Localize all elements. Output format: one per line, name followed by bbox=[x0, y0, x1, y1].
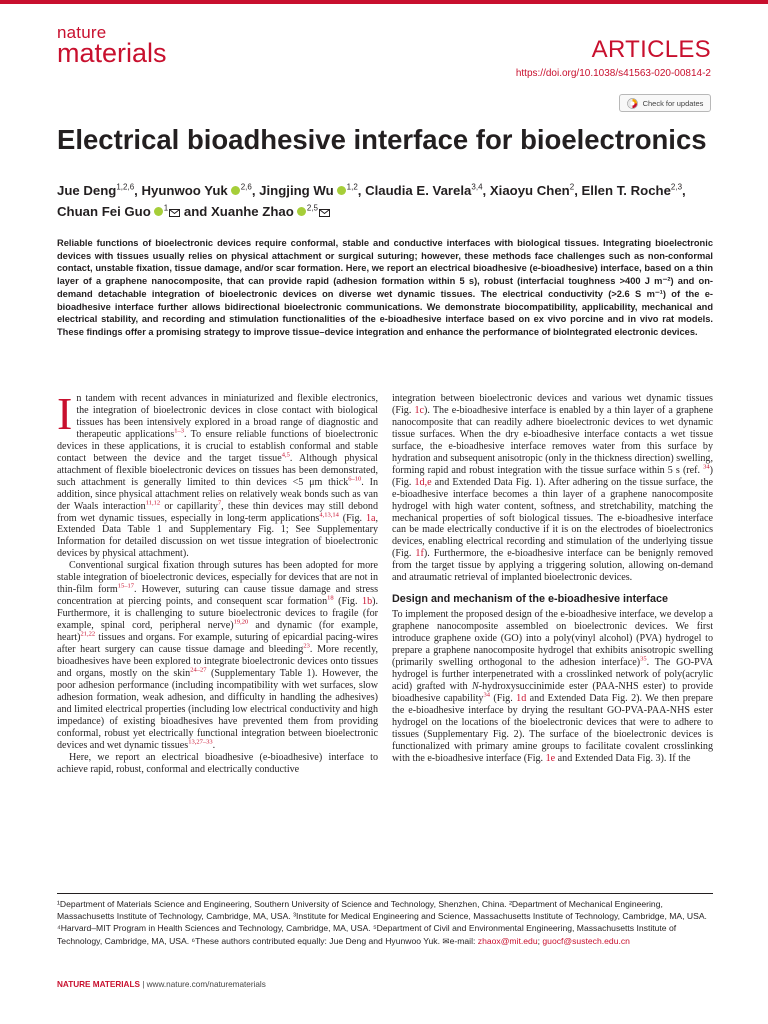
orcid-icon[interactable] bbox=[337, 186, 346, 195]
email-link[interactable]: guocf@sustech.edu.cn bbox=[542, 935, 630, 946]
doi-link[interactable]: https://doi.org/10.1038/s41563-020-00814-2 bbox=[515, 68, 711, 79]
mail-icon[interactable] bbox=[169, 209, 180, 217]
author-name: Ellen T. Roche bbox=[581, 183, 671, 198]
author[interactable] bbox=[211, 204, 330, 219]
author-affiliation-sup: 1 bbox=[163, 203, 169, 213]
author-name: Xuanhe Zhao bbox=[211, 204, 294, 220]
doi[interactable] bbox=[516, 68, 711, 79]
email-link[interactable]: zhaox@mit.edu bbox=[477, 935, 538, 946]
abstract: Reliable functions of bioelectronic devices require conformal, stable and conductive interfaces with biological tissues. Integrating bioelectronic devices with tissues usually relies on physical attachment or surgical suturing; however, these methods face challenges such as non-conformal contact, unstable fixation, tissue damage, and/or scar formation. Here, we report an electrical bioadhesive (e-bioadhesive) interface, based on a thin layer of a graphene nanocomposite, that can provide rapid (adhesion formation within 5 s), robust (interfacial toughness >400 J m⁻²) and on-demand detachable integration of bioelectronic devices on diverse wet dynamic tissues. The electrical conductivity (>2.6 S m⁻¹) of the e-bioadhesive interface further allows bidirectional bioelectronic communications. We demonstrate biocompatibility, applicability, mechanical and electrical stability, and recording and stimulation functionalities of the e-bioadhesive interface based on ex vivo porcine and in vivo rat models. These findings offer a promising strategy to improve tissue–device integration and enhance the performance of bioIntegrated electronic devices. bbox=[57, 238, 713, 337]
journal-logo-line1: nature bbox=[57, 23, 107, 42]
body-column-left bbox=[57, 388, 378, 776]
body-paragraph: To implement the proposed design of the e-bioadhesive interface, we develop a graphene nanocomposite assembled on bioelectronic devices. We first introduce graphene oxide (GO) into a poly(vinyl alcohol) (PVA) hydrogel to prepare a graphene nanocomposite hydrogel that exhibits anisotropic swelling (primarily swelling orthogonal to the adhesion interface)$^{35}$. The GO-PVA hydrogel is further interpenetrated with a crosslinked network of poly(acrylic acid) grafted with N-hydroxysuccinimide ester (PAA-NHS ester) to provide bioadhesive capability$^{34}$ (Fig. 1d and Extended Data Fig. 2). We then prepare the e-bioadhesive interface by drying the resultant GO-PVA-PAA-NHS ester hydrogel on the locations of the bioelectronic devices that were to adhere to tissues (Supplementary Fig. 2). The surface of the bioelectronic devices is functionalized with primary amine groups to facilitate covalent crosslinking with the e-bioadhesive interface (Fig. 1e and Extended Data Fig. 3). If the bbox=[392, 609, 713, 764]
check-updates-button[interactable] bbox=[619, 94, 711, 112]
author-separator: , bbox=[134, 183, 142, 198]
orcid-icon[interactable] bbox=[154, 207, 163, 216]
author-name: Chuan Fei Guo bbox=[57, 204, 151, 220]
author[interactable] bbox=[57, 204, 180, 219]
footer-journal: NATURE MATERIALS bbox=[57, 980, 140, 989]
journal-logo-line2: materials bbox=[57, 38, 167, 68]
footer: NATURE MATERIALS | www.nature.com/naturematerials bbox=[57, 980, 266, 989]
author-separator: , bbox=[482, 183, 490, 198]
affiliations-text: ¹Department of Materials Science and Engineering, Southern University of Science and Technology, Shenzhen, China. ²Department of Mechanical Engineering, Massachusetts Institute of Technology, Cambridge, MA, USA. ³Institute for Medical Engineering and Science, Massachusetts Institute of Technology, Cambridge, MA, USA. ⁴Harvard–MIT Program in Health Sciences and Technology, Cambridge, MA, USA. ⁵Department of Civil and Environmental Engineering, Massachusetts Institute of Technology, Cambridge, MA, USA. ⁶These authors contributed equally: Jue Deng and Hyunwoo Yuk. ✉e-mail: bbox=[57, 899, 707, 946]
author-separator: and bbox=[180, 204, 212, 220]
author[interactable] bbox=[582, 183, 683, 198]
author-list bbox=[57, 180, 717, 222]
author-separator: , bbox=[682, 183, 686, 198]
check-updates-icon bbox=[627, 98, 638, 109]
author-affiliation-sup: 2,5 bbox=[306, 203, 318, 213]
section-heading: Design and mechanism of the e-bioadhesive interface bbox=[392, 593, 668, 606]
author-affiliation-sup: 2 bbox=[569, 182, 575, 192]
author[interactable] bbox=[490, 183, 574, 198]
author-name: Claudia E. Varela bbox=[365, 183, 472, 198]
author-affiliation-sup: 1,2 bbox=[346, 182, 358, 192]
body-column-right bbox=[392, 393, 713, 765]
author-separator: , bbox=[251, 183, 260, 198]
body-paragraph: Conventional surgical fixation through sutures has been adopted for more stable integration of bioelectronic devices, especially for devices that are not in thin-film form$^{15-17}$. However, suturing can cause tissue damage and stress concentration at piercing points, and consequent scar formation$^{18}$ (Fig. 1b). Furthermore, it is challenging to suture bioelectronic devices to fragile (for example, spinal cord, peripheral nerve)$^{19,20}$ and dynamic (for example, heart)$^{21,22}$ tissues and organs. For example, suturing of epicardial pacing-wires after heart surgery can cause tissue damage and bleeding$^{23}$. More recently, bioadhesives have been explored to integrate bioelectronic devices onto tissues and organs, mostly on the skin$^{24-27}$ (Supplementary Table 1). However, the poor adhesion performance (including incompatibility with wet surfaces, slow adhesion formation, weak adhesion, and difficulty in handling the adhesives) and limited electrical properties (including low electrical conductivity and high impedance) of existing bioadhesives have prevented them from providing conformal, robust yet electrically functional integration between bioelectronic devices and wet dynamic tissues$^{13,27-33}$. bbox=[57, 560, 378, 751]
orcid-icon[interactable] bbox=[297, 207, 306, 216]
author-affiliation-sup: 2,6 bbox=[240, 182, 252, 192]
author-affiliation-sup: 3,4 bbox=[471, 182, 483, 192]
section-label: ARTICLES bbox=[591, 36, 711, 63]
author[interactable] bbox=[141, 183, 251, 198]
author-separator: , bbox=[574, 183, 582, 198]
author-separator: , bbox=[357, 183, 366, 198]
author-name: Jue Deng bbox=[57, 183, 117, 198]
author[interactable] bbox=[259, 183, 358, 198]
affiliations: ¹Department of Materials Science and Engineering, Southern University of Science and Technology, Shenzhen, China. ²Department of Mechanical Engineering, Massachusetts Institute of Technology, Cambridge, MA, USA. ³Institute for Medical Engineering and Science, Massachusetts Institute of Technology, Cambridge, MA, USA. ⁴Harvard–MIT Program in Health Sciences and Technology, Cambridge, MA, USA. ⁵Department of Civil and Environmental Engineering, Massachusetts Institute of Technology, Cambridge, MA, USA. ⁶These authors contributed equally: Jue Deng and Hyunwoo Yuk. ✉e-mail: zhaox@mit.edu; guocf@sustech.edu.cn bbox=[57, 899, 707, 946]
article-title: Electrical bioadhesive interface for bioelectronics bbox=[57, 124, 707, 155]
body-paragraph: In tandem with recent advances in miniaturized and flexible electronics, the integration of bioelectronic devices in close contact with biological tissues has been intensively explored in a broad range of diagnostic and therapeutic applications$^{1-3}$. To ensure reliable functions of bioelectronic devices in these applications, it is crucial to establish conformal and stable contact between the device and the target tissue$^{4,5}$. Although physical attachment of flexible bioelectronic devices on tissues has been demonstrated, such attachment is generally limited to thin devices <5 μm thick$^{6-10}$. In addition, since physical attachment relies on relatively weak bonds such as van der Waals interaction$^{11,12}$ or capillarity$^7$, these thin devices may still debond from wet dynamic tissues, especially in long-term applications$^{4,13,14}$ (Fig. 1a, Extended Data Table 1 and Supplementary Fig. 1; See Supplementary Information for detailed discussion on wet tissue integration of bioelectronic devices by physical attachment). bbox=[57, 388, 378, 560]
author-name: Xiaoyu Chen bbox=[489, 183, 570, 198]
top-rule bbox=[0, 0, 768, 4]
author-name: Hyunwoo Yuk bbox=[141, 183, 228, 198]
dropcap: I bbox=[57, 388, 73, 439]
body-paragraph: Here, we report an electrical bioadhesive (e-bioadhesive) interface to achieve rapid, robust, conformal and electrically conductive bbox=[57, 751, 378, 775]
author-affiliation-sup: 1,2,6 bbox=[116, 182, 135, 192]
affiliations-rule bbox=[57, 893, 713, 894]
orcid-icon[interactable] bbox=[231, 186, 240, 195]
author-name: Jingjing Wu bbox=[259, 183, 334, 198]
author-affiliation-sup: 2,3 bbox=[670, 182, 683, 192]
check-updates-label: Check for updates bbox=[642, 98, 704, 108]
mail-icon[interactable] bbox=[319, 209, 330, 217]
footer-url[interactable]: www.nature.com/naturematerials bbox=[146, 980, 266, 989]
author[interactable] bbox=[57, 183, 134, 198]
author[interactable] bbox=[365, 183, 482, 198]
journal-logo[interactable] bbox=[57, 24, 167, 67]
body-paragraph: integration between bioelectronic devices and various wet dynamic tissues (Fig. 1c). The e-bioadhesive interface is enabled by a thin layer of a graphene nanocomposite that can readily adhere bioelectronic devices to wet dynamic tissue surfaces. When the dry e-bioadhesive interface contacts a wet tissue surface, the e-bioadhesive interface removes water from this surface by hydration and subsequent anisotropic (only in the thickness direction) swelling, forming rapid and robust integration with the tissue surface within 5 s (ref. $^{34}$) (Fig. 1d,e and Extended Data Fig. 1). After adhering on the tissue surface, the e-bioadhesive interface becomes a thin layer of a graphene nanocomposite hydrogel with high water content, softness, and stretchability, matching the mechanical properties of soft biological tissues. The e-bioadhesive interface can be made electrically conductive if it is on the electrodes of bioelectronics devices, enabling electrical recording and stimulation of the underlying tissue (Fig. 1f). Furthermore, the e-bioadhesive interface can be benignly removed from the target tissue by applying a triggering solution, allowing on-demand and atraumatic retrieval of implanted bioelectronic devices. bbox=[392, 393, 713, 584]
